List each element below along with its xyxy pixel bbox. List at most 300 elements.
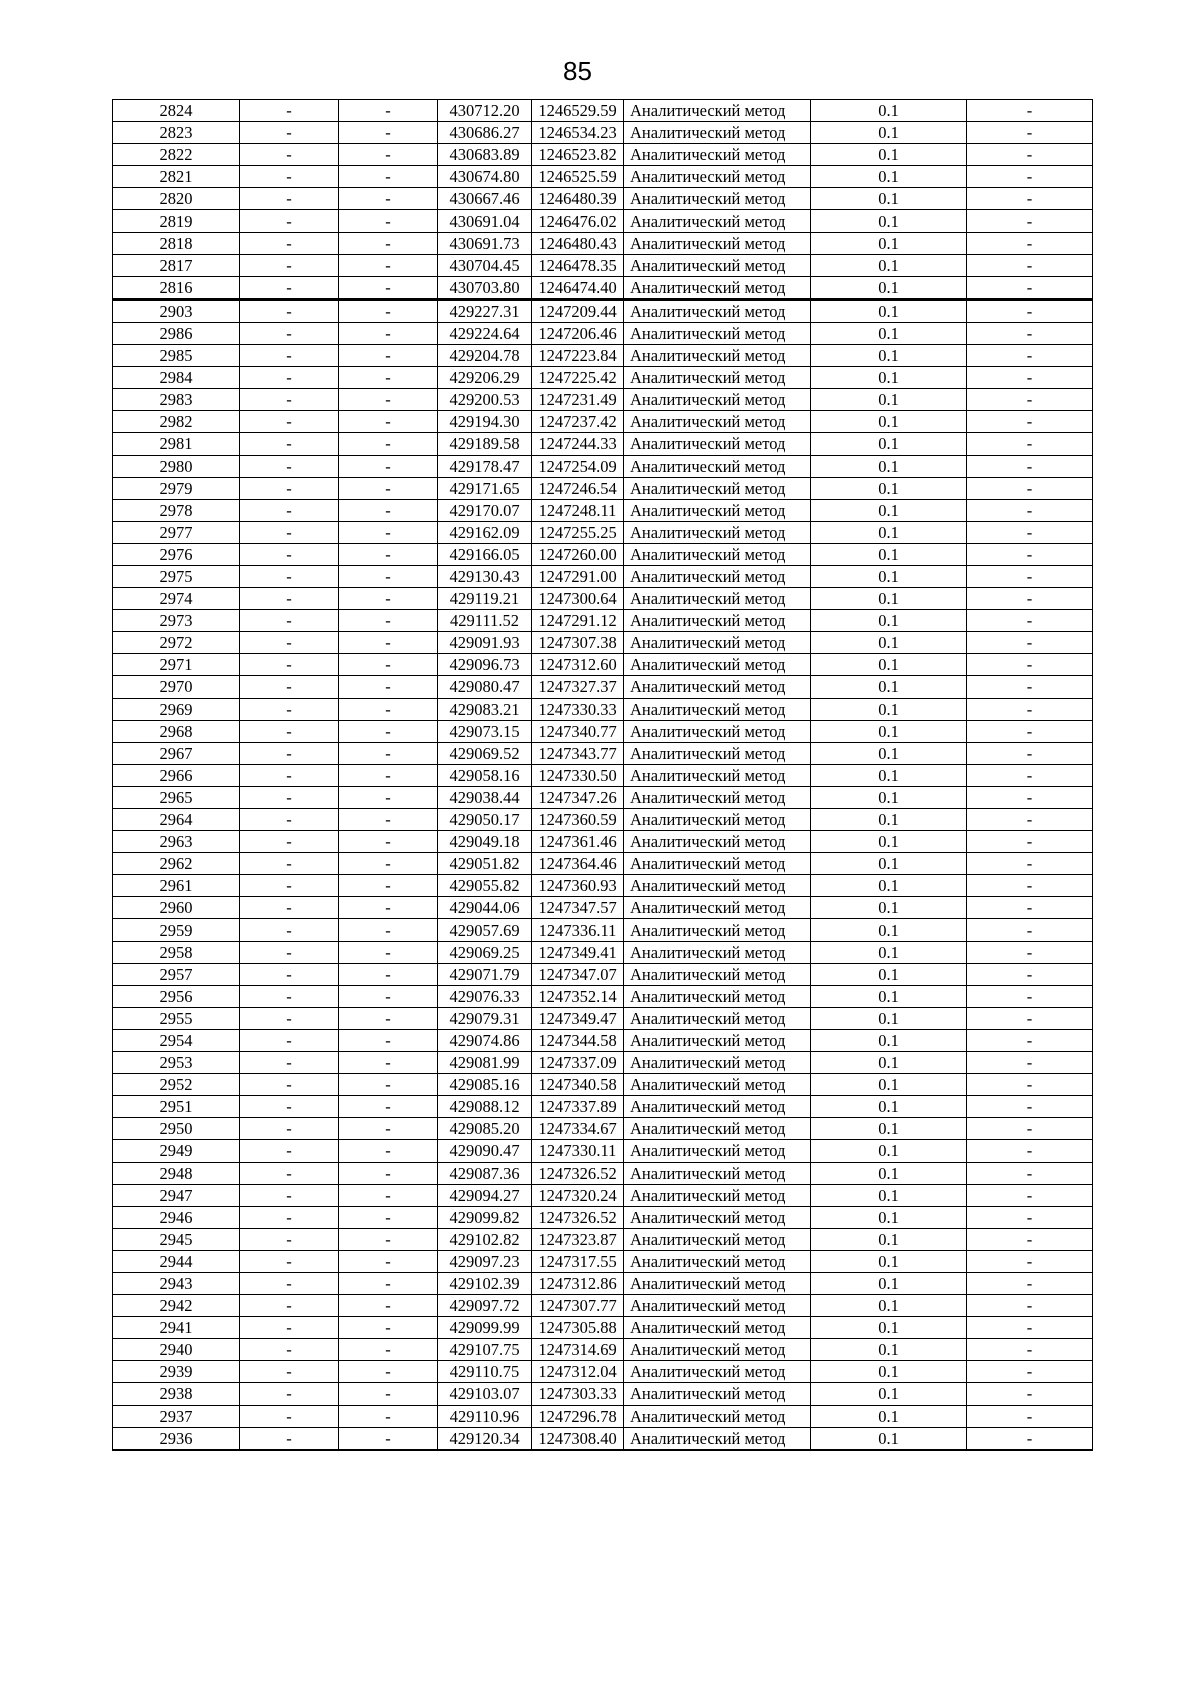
description-cell: - xyxy=(967,720,1093,742)
accuracy-cell: 0.1 xyxy=(811,764,967,786)
empty-cell-2: - xyxy=(339,565,438,587)
accuracy-cell: 0.1 xyxy=(811,610,967,632)
empty-cell-2: - xyxy=(339,1339,438,1361)
description-cell: - xyxy=(967,389,1093,411)
table-row xyxy=(113,455,1093,477)
empty-cell-1: - xyxy=(240,919,339,941)
x-coordinate-cell: 429120.34 xyxy=(438,1427,532,1450)
method-cell: Аналитический метод xyxy=(624,499,811,521)
method-cell: Аналитический метод xyxy=(624,1383,811,1405)
method-cell: Аналитический метод xyxy=(624,1052,811,1074)
x-coordinate-cell: 429085.16 xyxy=(438,1074,532,1096)
y-coordinate-cell: 1247305.88 xyxy=(532,1317,624,1339)
y-coordinate-cell: 1247323.87 xyxy=(532,1228,624,1250)
point-number-cell: 2940 xyxy=(113,1339,240,1361)
empty-cell-1: - xyxy=(240,210,339,232)
point-number-cell: 2941 xyxy=(113,1317,240,1339)
empty-cell-2: - xyxy=(339,477,438,499)
accuracy-cell: 0.1 xyxy=(811,188,967,210)
empty-cell-2: - xyxy=(339,764,438,786)
description-cell: - xyxy=(967,322,1093,344)
table-row xyxy=(113,565,1093,587)
method-cell: Аналитический метод xyxy=(624,963,811,985)
description-cell: - xyxy=(967,1162,1093,1184)
method-cell: Аналитический метод xyxy=(624,100,811,122)
method-cell: Аналитический метод xyxy=(624,1317,811,1339)
table-row xyxy=(113,809,1093,831)
empty-cell-2: - xyxy=(339,1029,438,1051)
empty-cell-2: - xyxy=(339,941,438,963)
accuracy-cell: 0.1 xyxy=(811,389,967,411)
empty-cell-1: - xyxy=(240,875,339,897)
accuracy-cell: 0.1 xyxy=(811,676,967,698)
y-coordinate-cell: 1247307.77 xyxy=(532,1295,624,1317)
table-row xyxy=(113,299,1093,322)
y-coordinate-cell: 1247244.33 xyxy=(532,433,624,455)
description-cell: - xyxy=(967,100,1093,122)
x-coordinate-cell: 429094.27 xyxy=(438,1184,532,1206)
point-number-cell: 2976 xyxy=(113,543,240,565)
table-row xyxy=(113,1250,1093,1272)
accuracy-cell: 0.1 xyxy=(811,720,967,742)
empty-cell-1: - xyxy=(240,632,339,654)
description-cell: - xyxy=(967,1383,1093,1405)
empty-cell-1: - xyxy=(240,1052,339,1074)
table-row xyxy=(113,588,1093,610)
empty-cell-1: - xyxy=(240,477,339,499)
empty-cell-2: - xyxy=(339,389,438,411)
description-cell: - xyxy=(967,610,1093,632)
y-coordinate-cell: 1246525.59 xyxy=(532,166,624,188)
accuracy-cell: 0.1 xyxy=(811,521,967,543)
description-cell: - xyxy=(967,166,1093,188)
x-coordinate-cell: 429224.64 xyxy=(438,322,532,344)
description-cell: - xyxy=(967,698,1093,720)
empty-cell-2: - xyxy=(339,188,438,210)
accuracy-cell: 0.1 xyxy=(811,543,967,565)
table-row xyxy=(113,1118,1093,1140)
description-cell: - xyxy=(967,1250,1093,1272)
empty-cell-2: - xyxy=(339,610,438,632)
empty-cell-1: - xyxy=(240,1250,339,1272)
table-row xyxy=(113,1361,1093,1383)
empty-cell-2: - xyxy=(339,299,438,322)
description-cell: - xyxy=(967,963,1093,985)
method-cell: Аналитический метод xyxy=(624,809,811,831)
point-number-cell: 2958 xyxy=(113,941,240,963)
accuracy-cell: 0.1 xyxy=(811,1383,967,1405)
table-row xyxy=(113,941,1093,963)
empty-cell-1: - xyxy=(240,322,339,344)
y-coordinate-cell: 1247349.47 xyxy=(532,1007,624,1029)
y-coordinate-cell: 1246480.43 xyxy=(532,232,624,254)
x-coordinate-cell: 429130.43 xyxy=(438,565,532,587)
y-coordinate-cell: 1247255.25 xyxy=(532,521,624,543)
empty-cell-2: - xyxy=(339,122,438,144)
page-number: 85 xyxy=(563,56,592,86)
y-coordinate-cell: 1247246.54 xyxy=(532,477,624,499)
y-coordinate-cell: 1247352.14 xyxy=(532,985,624,1007)
point-number-cell: 2963 xyxy=(113,831,240,853)
accuracy-cell: 0.1 xyxy=(811,1250,967,1272)
x-coordinate-cell: 430704.45 xyxy=(438,254,532,276)
table-body xyxy=(113,100,1093,1450)
x-coordinate-cell: 429081.99 xyxy=(438,1052,532,1074)
empty-cell-1: - xyxy=(240,698,339,720)
table-row xyxy=(113,122,1093,144)
description-cell: - xyxy=(967,632,1093,654)
description-cell: - xyxy=(967,1361,1093,1383)
empty-cell-1: - xyxy=(240,1162,339,1184)
table-row xyxy=(113,1405,1093,1427)
accuracy-cell: 0.1 xyxy=(811,433,967,455)
empty-cell-1: - xyxy=(240,1074,339,1096)
method-cell: Аналитический метод xyxy=(624,144,811,166)
table-row xyxy=(113,144,1093,166)
method-cell: Аналитический метод xyxy=(624,1250,811,1272)
method-cell: Аналитический метод xyxy=(624,1184,811,1206)
point-number-cell: 2982 xyxy=(113,411,240,433)
accuracy-cell: 0.1 xyxy=(811,1317,967,1339)
point-number-cell: 2975 xyxy=(113,565,240,587)
empty-cell-1: - xyxy=(240,299,339,322)
accuracy-cell: 0.1 xyxy=(811,477,967,499)
description-cell: - xyxy=(967,122,1093,144)
y-coordinate-cell: 1247344.58 xyxy=(532,1029,624,1051)
method-cell: Аналитический метод xyxy=(624,588,811,610)
empty-cell-2: - xyxy=(339,521,438,543)
table-row xyxy=(113,433,1093,455)
y-coordinate-cell: 1247360.59 xyxy=(532,809,624,831)
empty-cell-1: - xyxy=(240,1427,339,1450)
empty-cell-2: - xyxy=(339,1184,438,1206)
x-coordinate-cell: 429107.75 xyxy=(438,1339,532,1361)
method-cell: Аналитический метод xyxy=(624,166,811,188)
description-cell: - xyxy=(967,1118,1093,1140)
description-cell: - xyxy=(967,1405,1093,1427)
empty-cell-2: - xyxy=(339,786,438,808)
method-cell: Аналитический метод xyxy=(624,1206,811,1228)
x-coordinate-cell: 429073.15 xyxy=(438,720,532,742)
accuracy-cell: 0.1 xyxy=(811,963,967,985)
method-cell: Аналитический метод xyxy=(624,1118,811,1140)
empty-cell-1: - xyxy=(240,543,339,565)
point-number-cell: 2953 xyxy=(113,1052,240,1074)
table-row xyxy=(113,1317,1093,1339)
method-cell: Аналитический метод xyxy=(624,543,811,565)
y-coordinate-cell: 1247303.33 xyxy=(532,1383,624,1405)
table-row xyxy=(113,389,1093,411)
description-cell: - xyxy=(967,188,1093,210)
method-cell: Аналитический метод xyxy=(624,232,811,254)
description-cell: - xyxy=(967,565,1093,587)
y-coordinate-cell: 1247337.89 xyxy=(532,1096,624,1118)
empty-cell-2: - xyxy=(339,985,438,1007)
point-number-cell: 2824 xyxy=(113,100,240,122)
x-coordinate-cell: 429090.47 xyxy=(438,1140,532,1162)
accuracy-cell: 0.1 xyxy=(811,499,967,521)
table-row xyxy=(113,1052,1093,1074)
point-number-cell: 2981 xyxy=(113,433,240,455)
description-cell: - xyxy=(967,1339,1093,1361)
table-row xyxy=(113,543,1093,565)
empty-cell-1: - xyxy=(240,1272,339,1294)
point-number-cell: 2949 xyxy=(113,1140,240,1162)
accuracy-cell: 0.1 xyxy=(811,853,967,875)
table-row xyxy=(113,100,1093,122)
y-coordinate-cell: 1247347.57 xyxy=(532,897,624,919)
point-number-cell: 2984 xyxy=(113,367,240,389)
y-coordinate-cell: 1247326.52 xyxy=(532,1162,624,1184)
table-row xyxy=(113,963,1093,985)
accuracy-cell: 0.1 xyxy=(811,786,967,808)
point-number-cell: 2985 xyxy=(113,345,240,367)
point-number-cell: 2948 xyxy=(113,1162,240,1184)
x-coordinate-cell: 429088.12 xyxy=(438,1096,532,1118)
empty-cell-2: - xyxy=(339,210,438,232)
description-cell: - xyxy=(967,786,1093,808)
point-number-cell: 2937 xyxy=(113,1405,240,1427)
point-number-cell: 2954 xyxy=(113,1029,240,1051)
empty-cell-2: - xyxy=(339,276,438,299)
method-cell: Аналитический метод xyxy=(624,1361,811,1383)
table-row xyxy=(113,1206,1093,1228)
x-coordinate-cell: 429058.16 xyxy=(438,764,532,786)
x-coordinate-cell: 429111.52 xyxy=(438,610,532,632)
empty-cell-1: - xyxy=(240,1295,339,1317)
method-cell: Аналитический метод xyxy=(624,565,811,587)
empty-cell-1: - xyxy=(240,588,339,610)
point-number-cell: 2978 xyxy=(113,499,240,521)
method-cell: Аналитический метод xyxy=(624,433,811,455)
empty-cell-1: - xyxy=(240,742,339,764)
point-number-cell: 2823 xyxy=(113,122,240,144)
point-number-cell: 2950 xyxy=(113,1118,240,1140)
y-coordinate-cell: 1247209.44 xyxy=(532,299,624,322)
x-coordinate-cell: 429189.58 xyxy=(438,433,532,455)
y-coordinate-cell: 1247334.67 xyxy=(532,1118,624,1140)
accuracy-cell: 0.1 xyxy=(811,809,967,831)
empty-cell-1: - xyxy=(240,433,339,455)
description-cell: - xyxy=(967,853,1093,875)
description-cell: - xyxy=(967,1295,1093,1317)
accuracy-cell: 0.1 xyxy=(811,122,967,144)
method-cell: Аналитический метод xyxy=(624,322,811,344)
x-coordinate-cell: 429050.17 xyxy=(438,809,532,831)
empty-cell-1: - xyxy=(240,411,339,433)
x-coordinate-cell: 430686.27 xyxy=(438,122,532,144)
empty-cell-2: - xyxy=(339,1096,438,1118)
x-coordinate-cell: 429194.30 xyxy=(438,411,532,433)
y-coordinate-cell: 1247317.55 xyxy=(532,1250,624,1272)
x-coordinate-cell: 430712.20 xyxy=(438,100,532,122)
y-coordinate-cell: 1247248.11 xyxy=(532,499,624,521)
empty-cell-1: - xyxy=(240,853,339,875)
table-row xyxy=(113,985,1093,1007)
method-cell: Аналитический метод xyxy=(624,985,811,1007)
x-coordinate-cell: 430667.46 xyxy=(438,188,532,210)
point-number-cell: 2820 xyxy=(113,188,240,210)
y-coordinate-cell: 1247296.78 xyxy=(532,1405,624,1427)
empty-cell-1: - xyxy=(240,1361,339,1383)
table-row xyxy=(113,720,1093,742)
table-row xyxy=(113,1272,1093,1294)
description-cell: - xyxy=(967,875,1093,897)
description-cell: - xyxy=(967,521,1093,543)
method-cell: Аналитический метод xyxy=(624,389,811,411)
table-row xyxy=(113,1427,1093,1450)
method-cell: Аналитический метод xyxy=(624,210,811,232)
description-cell: - xyxy=(967,831,1093,853)
point-number-cell: 2945 xyxy=(113,1228,240,1250)
accuracy-cell: 0.1 xyxy=(811,875,967,897)
empty-cell-2: - xyxy=(339,1206,438,1228)
accuracy-cell: 0.1 xyxy=(811,1206,967,1228)
x-coordinate-cell: 430691.73 xyxy=(438,232,532,254)
table-row xyxy=(113,367,1093,389)
point-number-cell: 2972 xyxy=(113,632,240,654)
y-coordinate-cell: 1246523.82 xyxy=(532,144,624,166)
empty-cell-2: - xyxy=(339,853,438,875)
empty-cell-1: - xyxy=(240,610,339,632)
empty-cell-1: - xyxy=(240,1118,339,1140)
description-cell: - xyxy=(967,1206,1093,1228)
empty-cell-2: - xyxy=(339,654,438,676)
accuracy-cell: 0.1 xyxy=(811,632,967,654)
point-number-cell: 2952 xyxy=(113,1074,240,1096)
table-row xyxy=(113,1140,1093,1162)
empty-cell-2: - xyxy=(339,254,438,276)
empty-cell-1: - xyxy=(240,254,339,276)
point-number-cell: 2903 xyxy=(113,299,240,322)
accuracy-cell: 0.1 xyxy=(811,1427,967,1450)
x-coordinate-cell: 429097.72 xyxy=(438,1295,532,1317)
method-cell: Аналитический метод xyxy=(624,1339,811,1361)
empty-cell-1: - xyxy=(240,521,339,543)
description-cell: - xyxy=(967,809,1093,831)
table-row xyxy=(113,610,1093,632)
accuracy-cell: 0.1 xyxy=(811,1007,967,1029)
point-number-cell: 2942 xyxy=(113,1295,240,1317)
x-coordinate-cell: 429049.18 xyxy=(438,831,532,853)
description-cell: - xyxy=(967,1427,1093,1450)
empty-cell-1: - xyxy=(240,499,339,521)
method-cell: Аналитический метод xyxy=(624,632,811,654)
accuracy-cell: 0.1 xyxy=(811,919,967,941)
description-cell: - xyxy=(967,1029,1093,1051)
method-cell: Аналитический метод xyxy=(624,345,811,367)
y-coordinate-cell: 1247343.77 xyxy=(532,742,624,764)
accuracy-cell: 0.1 xyxy=(811,1096,967,1118)
table-row xyxy=(113,276,1093,299)
empty-cell-2: - xyxy=(339,919,438,941)
description-cell: - xyxy=(967,299,1093,322)
empty-cell-2: - xyxy=(339,809,438,831)
description-cell: - xyxy=(967,742,1093,764)
description-cell: - xyxy=(967,367,1093,389)
y-coordinate-cell: 1247340.77 xyxy=(532,720,624,742)
method-cell: Аналитический метод xyxy=(624,188,811,210)
empty-cell-1: - xyxy=(240,985,339,1007)
empty-cell-1: - xyxy=(240,276,339,299)
accuracy-cell: 0.1 xyxy=(811,654,967,676)
method-cell: Аналитический метод xyxy=(624,1272,811,1294)
x-coordinate-cell: 429080.47 xyxy=(438,676,532,698)
y-coordinate-cell: 1247361.46 xyxy=(532,831,624,853)
empty-cell-2: - xyxy=(339,588,438,610)
x-coordinate-cell: 429074.86 xyxy=(438,1029,532,1051)
point-number-cell: 2936 xyxy=(113,1427,240,1450)
point-number-cell: 2986 xyxy=(113,322,240,344)
method-cell: Аналитический метод xyxy=(624,610,811,632)
description-cell: - xyxy=(967,919,1093,941)
y-coordinate-cell: 1247326.52 xyxy=(532,1206,624,1228)
empty-cell-2: - xyxy=(339,144,438,166)
y-coordinate-cell: 1247330.50 xyxy=(532,764,624,786)
accuracy-cell: 0.1 xyxy=(811,455,967,477)
point-number-cell: 2971 xyxy=(113,654,240,676)
table-row xyxy=(113,1007,1093,1029)
empty-cell-2: - xyxy=(339,698,438,720)
point-number-cell: 2974 xyxy=(113,588,240,610)
description-cell: - xyxy=(967,1228,1093,1250)
table-row xyxy=(113,1339,1093,1361)
y-coordinate-cell: 1247327.37 xyxy=(532,676,624,698)
description-cell: - xyxy=(967,764,1093,786)
point-number-cell: 2967 xyxy=(113,742,240,764)
empty-cell-2: - xyxy=(339,455,438,477)
description-cell: - xyxy=(967,654,1093,676)
x-coordinate-cell: 430703.80 xyxy=(438,276,532,299)
empty-cell-2: - xyxy=(339,232,438,254)
y-coordinate-cell: 1246480.39 xyxy=(532,188,624,210)
accuracy-cell: 0.1 xyxy=(811,1162,967,1184)
y-coordinate-cell: 1247254.09 xyxy=(532,455,624,477)
point-number-cell: 2819 xyxy=(113,210,240,232)
empty-cell-1: - xyxy=(240,1029,339,1051)
method-cell: Аналитический метод xyxy=(624,764,811,786)
table-row xyxy=(113,322,1093,344)
y-coordinate-cell: 1247337.09 xyxy=(532,1052,624,1074)
empty-cell-1: - xyxy=(240,897,339,919)
y-coordinate-cell: 1247300.64 xyxy=(532,588,624,610)
point-number-cell: 2946 xyxy=(113,1206,240,1228)
empty-cell-1: - xyxy=(240,1405,339,1427)
empty-cell-2: - xyxy=(339,1140,438,1162)
description-cell: - xyxy=(967,897,1093,919)
empty-cell-1: - xyxy=(240,144,339,166)
y-coordinate-cell: 1247237.42 xyxy=(532,411,624,433)
point-number-cell: 2962 xyxy=(113,853,240,875)
empty-cell-2: - xyxy=(339,720,438,742)
empty-cell-2: - xyxy=(339,632,438,654)
x-coordinate-cell: 429206.29 xyxy=(438,367,532,389)
table-row xyxy=(113,411,1093,433)
empty-cell-2: - xyxy=(339,166,438,188)
point-number-cell: 2947 xyxy=(113,1184,240,1206)
empty-cell-1: - xyxy=(240,1096,339,1118)
x-coordinate-cell: 429069.52 xyxy=(438,742,532,764)
x-coordinate-cell: 429083.21 xyxy=(438,698,532,720)
empty-cell-1: - xyxy=(240,764,339,786)
y-coordinate-cell: 1247231.49 xyxy=(532,389,624,411)
accuracy-cell: 0.1 xyxy=(811,1339,967,1361)
description-cell: - xyxy=(967,433,1093,455)
point-number-cell: 2965 xyxy=(113,786,240,808)
empty-cell-1: - xyxy=(240,831,339,853)
accuracy-cell: 0.1 xyxy=(811,232,967,254)
empty-cell-2: - xyxy=(339,1074,438,1096)
